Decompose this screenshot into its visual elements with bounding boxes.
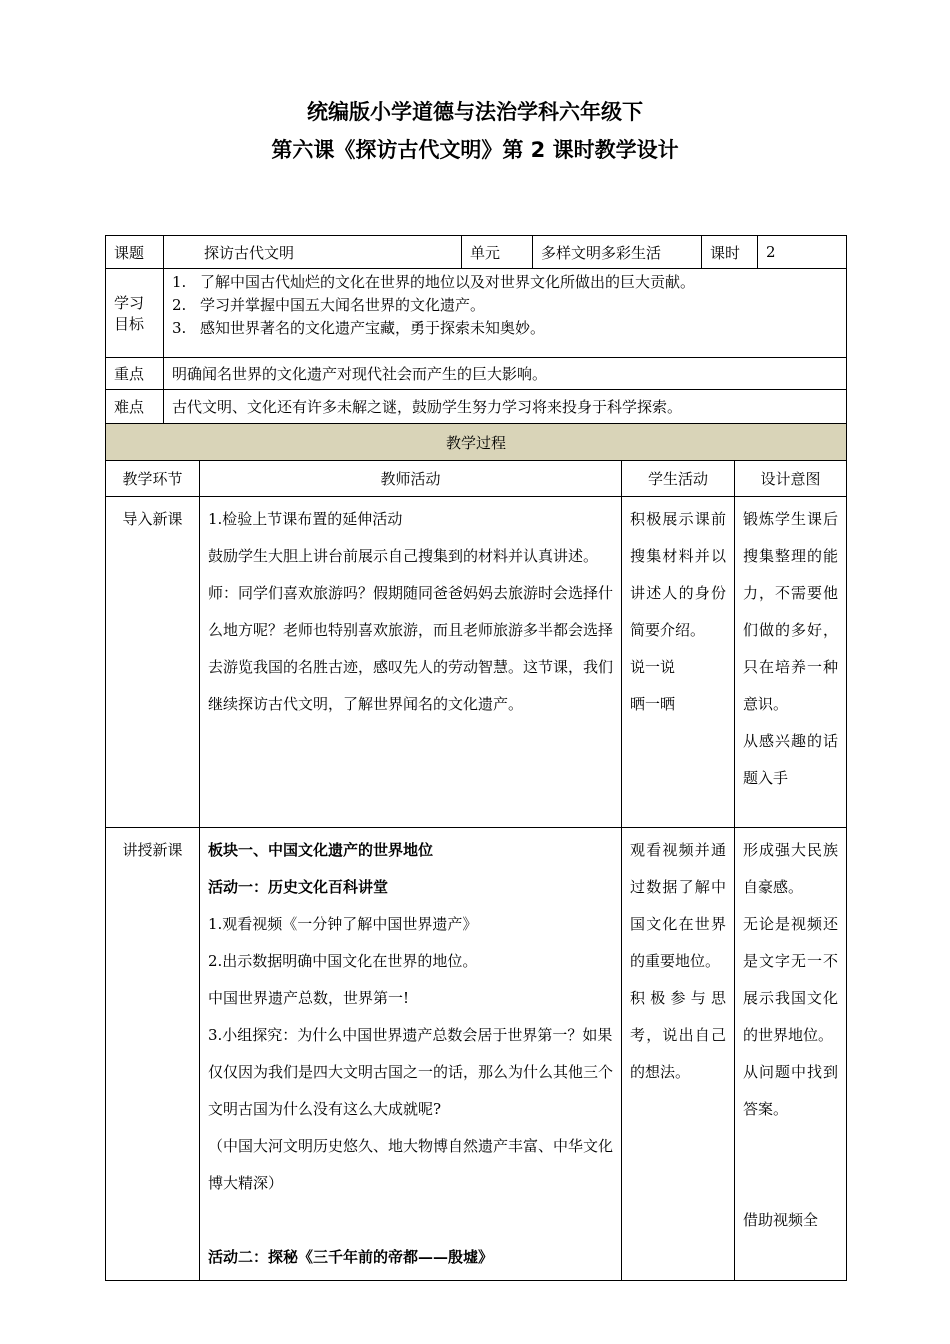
objective-item <box>172 271 846 294</box>
column-header-student: 学生活动 <box>622 461 735 497</box>
objective-number: 1. <box>172 273 187 291</box>
topic-label: 课题 <box>106 236 164 269</box>
design-intent-teaching <box>735 828 847 1281</box>
objectives-cell <box>164 269 847 358</box>
design-intent-intro <box>735 497 847 828</box>
teacher-activity-teaching <box>200 828 622 1281</box>
intent-paragraph: 从问题中找到答案。 <box>743 1063 838 1118</box>
teacher-paragraph: 师：同学们喜欢旅游吗？假期随同爸爸妈妈去旅游时会选择什么地方呢？老师也特别喜欢旅游，而且老师旅游多半都会选择去游览我国的名胜古迹，感叹先人的劳动智慧。这节课，我们继续探访古代文明，了解世界闻名的文化遗产。 <box>208 584 614 713</box>
teacher-paragraph: 1.检验上节课布置的延伸活动 <box>208 510 403 528</box>
teacher-paragraph: 1.观看视频《一分钟了解中国世界遗产》 <box>208 915 478 933</box>
key-value: 明确闻名世界的文化遗产对现代社会而产生的巨大影响。 <box>164 358 847 390</box>
column-header-stage: 教学环节 <box>106 461 200 497</box>
period-value: 2 <box>758 236 847 269</box>
stage-intro: 导入新课 <box>106 497 200 828</box>
student-paragraph: 积极展示课前搜集材料并以讲述人的身份简要介绍。 <box>630 510 726 639</box>
intent-paragraph: 从感兴趣的话题入手 <box>743 732 838 787</box>
objective-number: 2. <box>172 296 187 314</box>
topic-value: 探访古代文明 <box>164 236 462 269</box>
student-activity-teaching <box>622 828 735 1281</box>
intent-paragraph: 形成强大民族自豪感。 <box>743 841 838 896</box>
teacher-paragraph: 中国世界遗产总数，世界第一! <box>208 989 410 1007</box>
intent-paragraph: 借助视频全 <box>743 1211 819 1229</box>
period-label: 课时 <box>702 236 758 269</box>
teacher-paragraph: 板块一、中国文化遗产的世界地位 <box>208 841 434 859</box>
teacher-activity-intro <box>200 497 622 828</box>
column-header-intent: 设计意图 <box>735 461 847 497</box>
difficulty-label: 难点 <box>106 390 164 424</box>
objective-text: 了解中国古代灿烂的文化在世界的地位以及对世界文化所做出的巨大贡献。 <box>200 273 696 291</box>
student-paragraph: 观看视频并通过数据了解中国文化在世界的重要地位。 <box>630 841 726 970</box>
column-header-teacher: 教师活动 <box>200 461 622 497</box>
intent-paragraph: 无论是视频还是文字无一不展示我国文化的世界地位。 <box>743 915 838 1044</box>
objectives-list <box>172 269 846 340</box>
unit-label: 单元 <box>462 236 533 269</box>
student-paragraph: 晒一晒 <box>630 695 676 713</box>
intent-paragraph: 锻炼学生课后搜集整理的能力，不需要他们做的多好，只在培养一种意识。 <box>743 510 838 713</box>
objectives-label-line2: 目标 <box>114 315 145 333</box>
lesson-info-table <box>105 235 847 461</box>
objective-text: 学习并掌握中国五大闻名世界的文化遗产。 <box>200 296 486 314</box>
document-title-line2: 第六课《探访古代文明》第 2 课时教学设计 <box>271 138 679 162</box>
document-title-line1: 统编版小学道德与法治学科六年级下 <box>307 100 643 124</box>
intent-paragraph <box>743 1165 838 1202</box>
unit-value: 多样文明多彩生活 <box>533 236 702 269</box>
student-activity-intro <box>622 497 735 828</box>
difficulty-value: 古代文明、文化还有许多未解之谜，鼓励学生努力学习将来投身于科学探索。 <box>164 390 847 424</box>
objective-item <box>172 294 846 317</box>
teacher-paragraph: 活动一：历史文化百科讲堂 <box>208 878 389 896</box>
student-paragraph: 说一说 <box>630 658 676 676</box>
objectives-label-line1: 学习 <box>114 294 145 312</box>
key-label: 重点 <box>106 358 164 390</box>
teacher-paragraph: （中国大河文明历史悠久、地大物博自然遗产丰富、中华文化博大精深） <box>208 1137 614 1192</box>
teacher-paragraph <box>208 1202 613 1239</box>
teacher-paragraph: 3.小组探究：为什么中国世界遗产总数会居于世界第一？如果仅仅因为我们是四大文明古国之一的话，那么为什么其他三个文明古国为什么没有这么大成就呢? <box>208 1026 614 1118</box>
objective-number: 3. <box>172 319 187 337</box>
teacher-paragraph: 2.出示数据明确中国文化在世界的地位。 <box>208 952 478 970</box>
student-paragraph: 积极参与思考，说出自己的想法。 <box>630 989 726 1081</box>
teaching-process-table <box>105 460 847 1281</box>
intent-paragraph <box>743 1128 838 1165</box>
stage-teaching: 讲授新课 <box>106 828 200 1281</box>
objective-item <box>172 317 846 340</box>
teacher-paragraph: 鼓励学生大胆上讲台前展示自己搜集到的材料并认真讲述。 <box>208 547 599 565</box>
process-header: 教学过程 <box>106 424 847 461</box>
objective-text: 感知世界著名的文化遗产宝藏，勇于探索未知奥妙。 <box>200 319 546 337</box>
objectives-label <box>106 269 164 358</box>
teacher-paragraph: 活动二：探秘《三千年前的帝都——殷墟》 <box>208 1248 494 1266</box>
